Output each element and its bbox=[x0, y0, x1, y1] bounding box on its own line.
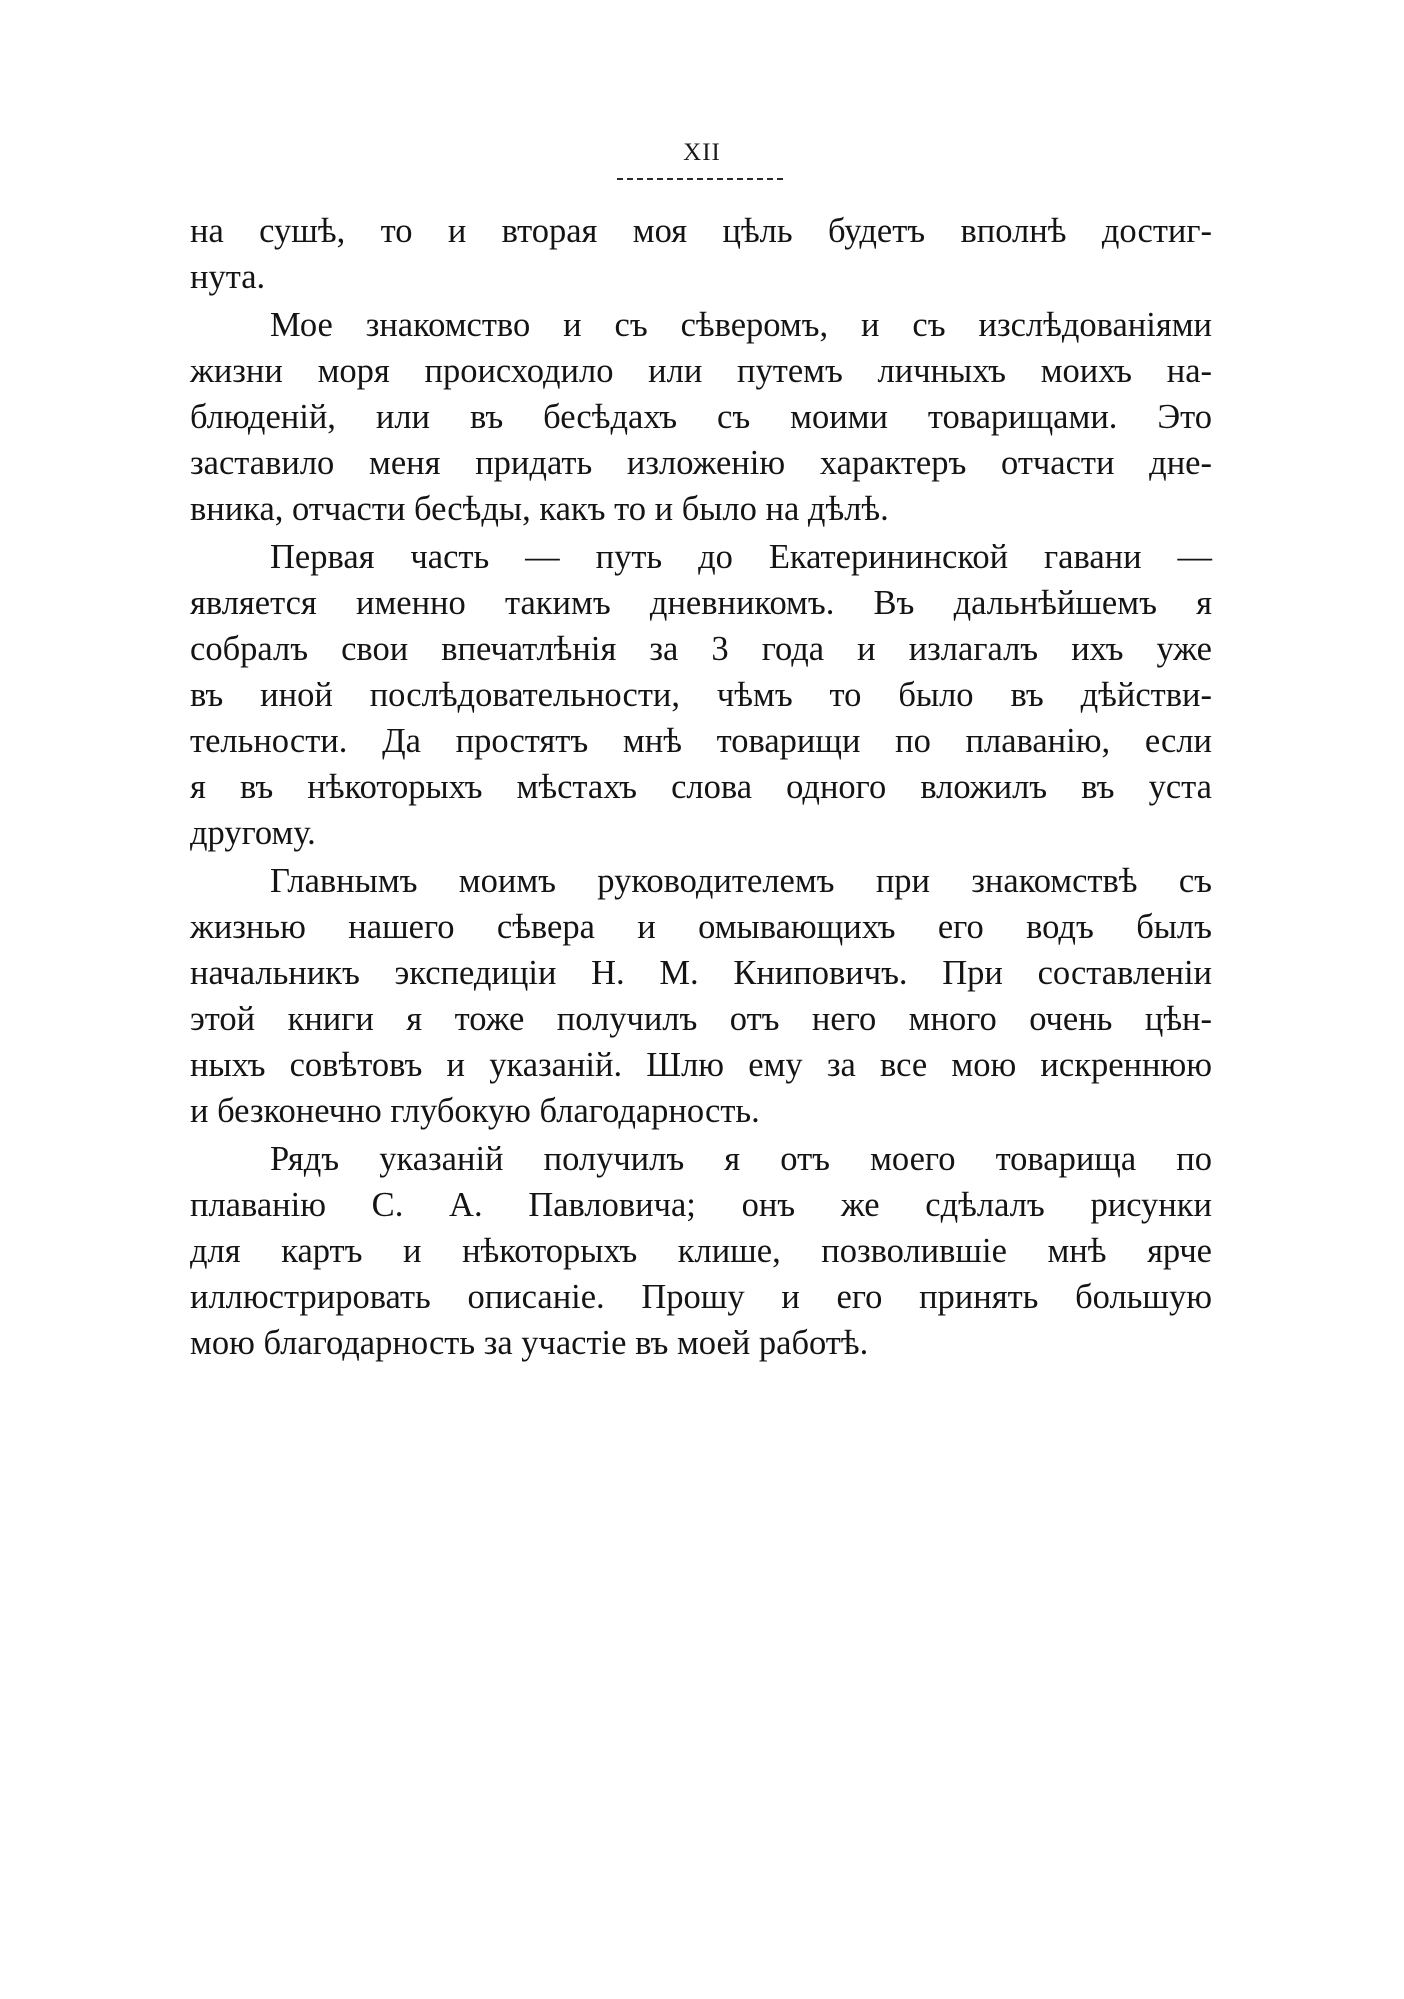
text-line: является именно такимъ дневникомъ. Въ дальнѣйшемъ я bbox=[190, 584, 1212, 622]
text-line: ныхъ совѣтовъ и указаній. Шлю ему за все мою искреннюю bbox=[190, 1046, 1212, 1084]
text-line: другому. bbox=[190, 814, 316, 852]
text-line: нута. bbox=[190, 258, 266, 296]
text-line: заставило меня придать изложенію характеръ отчасти дне- bbox=[190, 444, 1212, 482]
page-number: XII bbox=[683, 139, 721, 166]
text-line: начальникъ экспедиціи Н. М. Книповичъ. При составленіи bbox=[190, 954, 1212, 992]
text-line: въ иной послѣдовательности, чѣмъ то было въ дѣйстви- bbox=[190, 676, 1212, 714]
paragraph bbox=[190, 1136, 1212, 1366]
text-line: Первая часть — путь до Екатерининской гавани — bbox=[270, 538, 1212, 576]
text-line: Главнымъ моимъ руководителемъ при знакомствѣ съ bbox=[270, 862, 1212, 900]
text-line: иллюстрировать описаніе. Прошу и его принять большую bbox=[190, 1278, 1212, 1316]
text-line: собралъ свои впечатлѣнія за 3 года и излагалъ ихъ уже bbox=[190, 630, 1212, 668]
paragraph bbox=[190, 534, 1212, 856]
paragraph bbox=[190, 208, 1212, 300]
text-line: вника, отчасти бесѣды, какъ то и было на дѣлѣ. bbox=[190, 490, 889, 528]
text-line: жизнью нашего сѣвера и омывающихъ его водъ былъ bbox=[190, 908, 1212, 946]
text-line: на сушѣ, то и вторая моя цѣль будетъ вполнѣ достиг- bbox=[190, 212, 1212, 250]
paragraph bbox=[190, 302, 1212, 532]
header-rule bbox=[617, 178, 783, 180]
text-line: для картъ и нѣкоторыхъ клише, позволившіе мнѣ ярче bbox=[190, 1232, 1212, 1270]
text-line: этой книги я тоже получилъ отъ него много очень цѣн- bbox=[190, 1000, 1212, 1038]
text-line: плаванію С. А. Павловича; онъ же сдѣлалъ рисунки bbox=[190, 1186, 1212, 1224]
text-line: и безконечно глубокую благодарность. bbox=[190, 1092, 760, 1130]
paragraph bbox=[190, 858, 1212, 1134]
text-line: Рядъ указаній получилъ я отъ моего товарища по bbox=[270, 1140, 1212, 1178]
text-line: я въ нѣкоторыхъ мѣстахъ слова одного вложилъ въ уста bbox=[190, 768, 1212, 806]
text-line: тельности. Да простятъ мнѣ товарищи по плаванію, если bbox=[190, 722, 1212, 760]
text-line: Мое знакомство и съ сѣверомъ, и съ изслѣдованіями bbox=[270, 306, 1212, 344]
page-header bbox=[0, 138, 1404, 168]
text-line: блюденій, или въ бесѣдахъ съ моими товарищами. Это bbox=[190, 398, 1212, 436]
text-line: жизни моря происходило или путемъ личныхъ моихъ на- bbox=[190, 352, 1212, 390]
text-line: мою благодарность за участіе въ моей работѣ. bbox=[190, 1324, 869, 1362]
body-text bbox=[190, 208, 1212, 1366]
